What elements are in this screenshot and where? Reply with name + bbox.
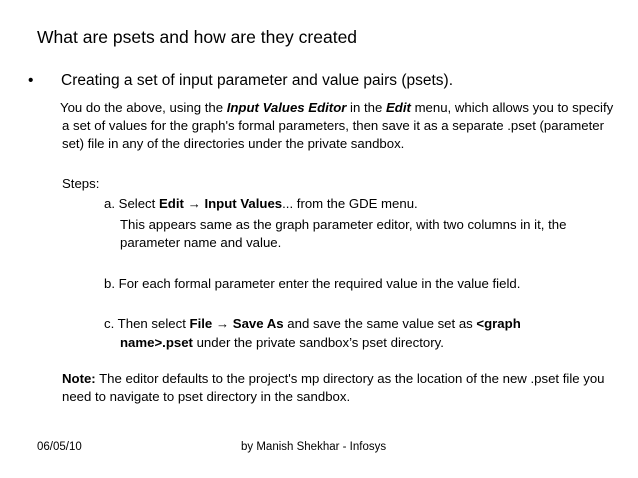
- bullet-text: Creating a set of input parameter and value pairs (psets).: [61, 72, 454, 89]
- step-c-graph-line1: <graph: [476, 316, 521, 331]
- para-edit-menu: Edit: [385, 100, 411, 115]
- para-input-values-editor: Input Values Editor: [226, 100, 347, 115]
- slide-title: What are psets and how are they created: [37, 27, 358, 47]
- arrow-right-icon: →: [187, 196, 201, 211]
- step-c: [104, 315, 521, 333]
- step-b: b. For each formal parameter enter the required value in the value field.: [104, 276, 521, 291]
- step-a-edit: Edit: [158, 196, 184, 211]
- step-c-save-as: Save As: [232, 316, 284, 331]
- step-a-prefix: a. Select: [104, 196, 159, 211]
- steps-label: Steps:: [62, 176, 100, 191]
- arrow-right-icon: →: [215, 316, 230, 331]
- step-a-input-values: Input Values: [204, 196, 283, 211]
- step-c-mid: and save the same value set as: [283, 316, 477, 331]
- bullet-dot-icon: •: [28, 72, 34, 89]
- note-label: Note:: [62, 371, 96, 386]
- step-a: [104, 195, 418, 213]
- para-text-2: in the: [346, 100, 386, 115]
- description-paragraph: [62, 99, 622, 153]
- bullet-item: [28, 72, 453, 90]
- footer-date: 06/05/10: [37, 441, 82, 453]
- note-text: The editor defaults to the project's mp directory as the location of the new .pset file you need to navigate to pset directory in the sandbox.: [62, 371, 605, 404]
- para-text-1: You do the above, using the: [60, 100, 227, 115]
- step-c-prefix: c. Then select: [104, 316, 190, 331]
- para-text-3: menu, which allows you to specify a set of values for the graph's formal parameters, then save it as a separate .pset (parameter set) file in any of the directories under the private sandbox.: [62, 100, 614, 151]
- step-c-continuation: [120, 334, 620, 352]
- step-a-suffix: ... from the GDE menu.: [282, 196, 418, 211]
- step-c-suffix: under the private sandbox’s pset directory.: [192, 335, 444, 350]
- footer-author: by Manish Shekhar - Infosys: [241, 441, 387, 453]
- step-c-file: File: [189, 316, 213, 331]
- step-c-graph-line2: name>.pset: [120, 335, 193, 350]
- step-a-description: This appears same as the graph parameter editor, with two columns in it, the parameter name and value.: [120, 217, 567, 250]
- note-paragraph: [62, 370, 632, 406]
